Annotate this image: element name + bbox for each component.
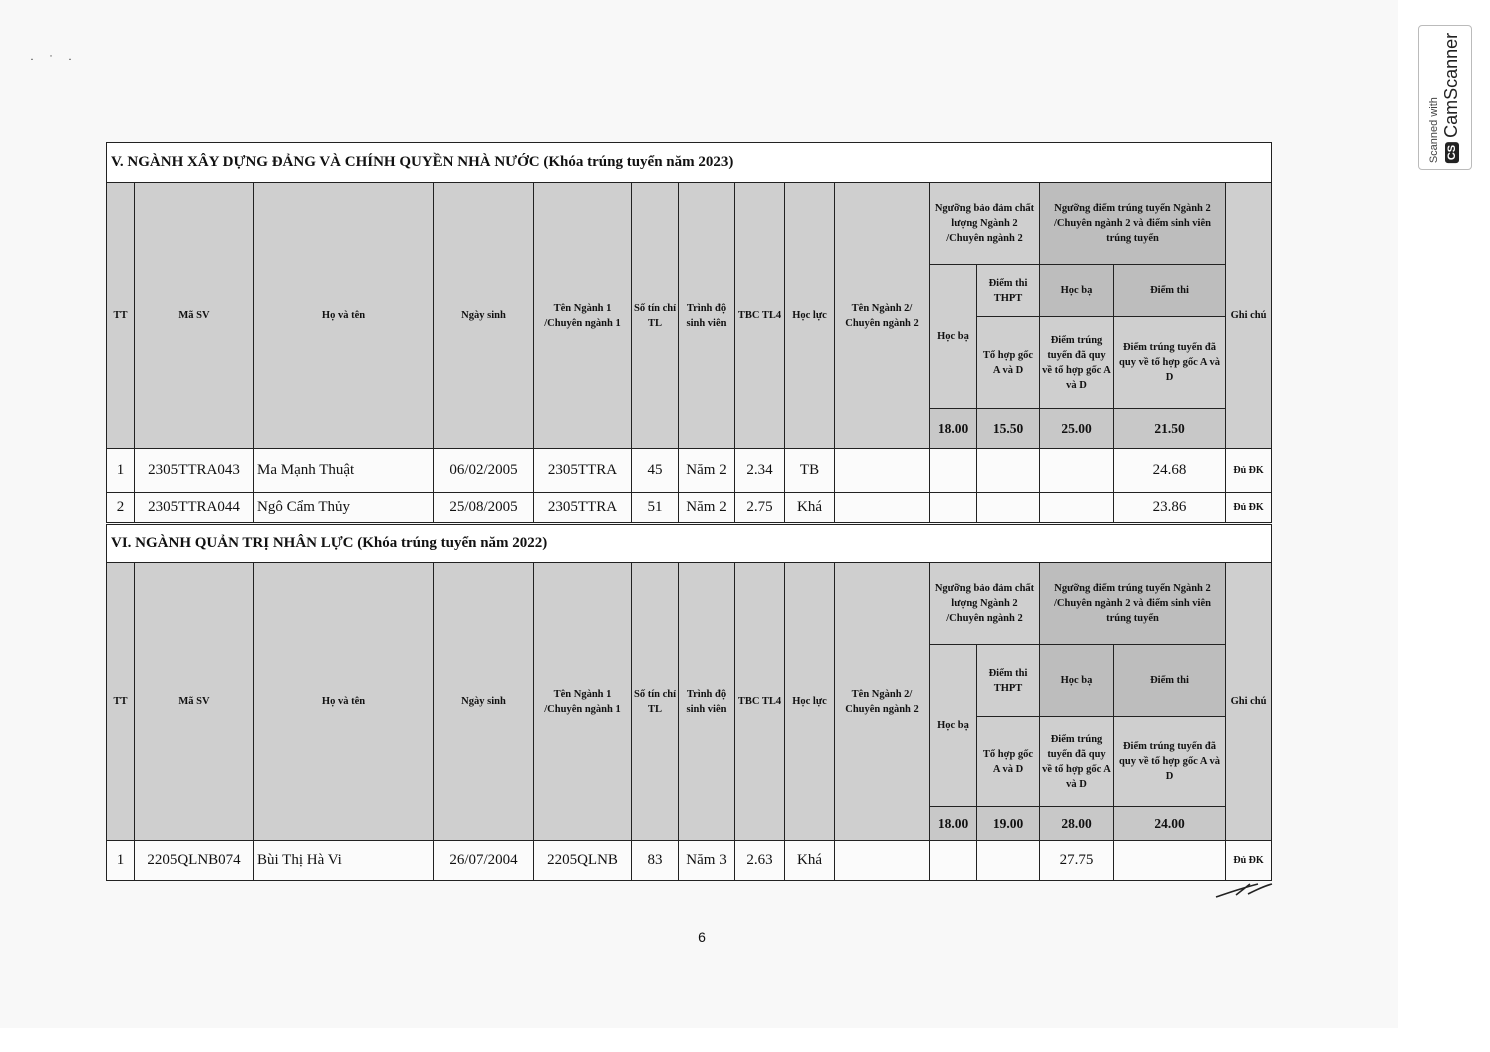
table-row: [107, 493, 1272, 523]
threshold-thpt: 15.50: [977, 409, 1040, 449]
cell-tt: 1: [107, 841, 135, 881]
to-hop-goc-header: Tổ hợp gốc A và D: [977, 317, 1040, 409]
section-v-title: V. NGÀNH XÂY DỰNG ĐẢNG VÀ CHÍNH QUYỀN NHÀ NƯỚC (Khóa trúng tuyển năm 2023): [107, 143, 1272, 183]
col-masv-header: Mã SV: [135, 183, 254, 449]
cell-thi-score: [1114, 841, 1226, 881]
col-tbc-header: TBC TL4: [735, 563, 785, 841]
camscanner-logo-icon: CS: [1445, 141, 1459, 162]
section-vi-title: VI. NGÀNH QUẢN TRỊ NHÂN LỰC (Khóa trúng tuyển năm 2022): [107, 525, 1272, 563]
cell-tt: 2: [107, 493, 135, 523]
cell-nb-thpt: [977, 493, 1040, 523]
cell-hoten: Bùi Thị Hà Vi: [254, 841, 434, 881]
cell-tbc: 2.75: [735, 493, 785, 523]
col-tt-header: TT: [107, 183, 135, 449]
camscanner-text: CamScanner: [1441, 32, 1461, 138]
cell-hoten: Ma Mạnh Thuật: [254, 449, 434, 493]
col-hoten-header: Họ và tên: [254, 183, 434, 449]
cell-thi-score: 23.86: [1114, 493, 1226, 523]
col-hocluc-header: Học lực: [785, 183, 835, 449]
diem-trung-tuyen-thi-header: Điểm trúng tuyển đã quy về tổ hợp gốc A và D: [1114, 317, 1226, 409]
cell-sotin: 83: [632, 841, 679, 881]
cell-ghichu: Đủ ĐK: [1226, 449, 1272, 493]
threshold-hocba: 18.00: [930, 807, 977, 841]
cell-masv: 2305TTRA043: [135, 449, 254, 493]
signature-initial: [1212, 878, 1274, 902]
scanned-with-label: Scanned with: [1428, 96, 1440, 163]
col-ghichu-header: Ghi chú: [1226, 183, 1272, 449]
threshold-thpt: 19.00: [977, 807, 1040, 841]
hocba2-header: Học bạ: [1040, 265, 1114, 317]
hocba2-header: Học bạ: [1040, 645, 1114, 717]
hocba-header: Học bạ: [930, 265, 977, 409]
col-tt-header: TT: [107, 563, 135, 841]
col-trinhdo-header: Trình độ sinh viên: [679, 183, 735, 449]
nguong-diem-header: Ngưỡng điểm trúng tuyển Ngành 2 /Chuyên ngành 2 và điểm sinh viên trúng tuyển: [1040, 563, 1226, 645]
cell-nganh2: [835, 493, 930, 523]
col-ghichu-header: Ghi chú: [1226, 563, 1272, 841]
cell-nb-hocba: [930, 449, 977, 493]
section-v-table: [106, 142, 1272, 523]
cell-trinhdo: Năm 2: [679, 449, 735, 493]
cell-sotin: 51: [632, 493, 679, 523]
col-sotin-header: Số tín chỉ TL: [632, 563, 679, 841]
diem-trung-tuyen-hocba-header: Điểm trúng tuyển đã quy về tổ hợp gốc A và D: [1040, 317, 1114, 409]
col-nganh2-header: Tên Ngành 2/ Chuyên ngành 2: [835, 183, 930, 449]
threshold-trung-tuyen-thi: 24.00: [1114, 807, 1226, 841]
cell-tbc: 2.63: [735, 841, 785, 881]
scan-specks: · ˙ ·: [30, 52, 78, 66]
cell-nb-thpt: [977, 841, 1040, 881]
page-number: 6: [698, 929, 706, 945]
col-nganh1-header: Tên Ngành 1 /Chuyên ngành 1: [534, 183, 632, 449]
cell-hocluc: Khá: [785, 493, 835, 523]
col-ngaysinh-header: Ngày sinh: [434, 183, 534, 449]
section-vi-table: [106, 524, 1272, 881]
diem-trung-tuyen-thi-header: Điểm trúng tuyển đã quy về tổ hợp gốc A và D: [1114, 717, 1226, 807]
col-trinhdo-header: Trình độ sinh viên: [679, 563, 735, 841]
cell-nganh1: 2305TTRA: [534, 493, 632, 523]
diem-trung-tuyen-hocba-header: Điểm trúng tuyển đã quy về tổ hợp gốc A và D: [1040, 717, 1114, 807]
cell-ngaysinh: 25/08/2005: [434, 493, 534, 523]
cell-tt: 1: [107, 449, 135, 493]
cell-hocba-score: [1040, 493, 1114, 523]
cell-nganh2: [835, 449, 930, 493]
cell-nb-thpt: [977, 449, 1040, 493]
cell-tbc: 2.34: [735, 449, 785, 493]
cell-ngaysinh: 26/07/2004: [434, 841, 534, 881]
camscanner-label: [1441, 32, 1462, 162]
col-ngaysinh-header: Ngày sinh: [434, 563, 534, 841]
cell-masv: 2305TTRA044: [135, 493, 254, 523]
camscanner-watermark: [1418, 25, 1472, 170]
col-masv-header: Mã SV: [135, 563, 254, 841]
threshold-trung-tuyen-hocba: 25.00: [1040, 409, 1114, 449]
col-sotin-header: Số tín chỉ TL: [632, 183, 679, 449]
cell-hocluc: TB: [785, 449, 835, 493]
diem-thi-thpt-header: Điểm thi THPT: [977, 645, 1040, 717]
cell-hocluc: Khá: [785, 841, 835, 881]
cell-nb-hocba: [930, 493, 977, 523]
threshold-trung-tuyen-hocba: 28.00: [1040, 807, 1114, 841]
cell-trinhdo: Năm 3: [679, 841, 735, 881]
table-row: [107, 449, 1272, 493]
hocba-header: Học bạ: [930, 645, 977, 807]
col-nganh2-header: Tên Ngành 2/ Chuyên ngành 2: [835, 563, 930, 841]
nguong-bao-dam-header: Ngưỡng bảo đảm chất lượng Ngành 2 /Chuyên ngành 2: [930, 183, 1040, 265]
cell-masv: 2205QLNB074: [135, 841, 254, 881]
cell-nganh1: 2305TTRA: [534, 449, 632, 493]
cell-ghichu: Đủ ĐK: [1226, 841, 1272, 881]
diem-thi-header: Điểm thi: [1114, 645, 1226, 717]
to-hop-goc-header: Tổ hợp gốc A và D: [977, 717, 1040, 807]
col-tbc-header: TBC TL4: [735, 183, 785, 449]
cell-ghichu: Đủ ĐK: [1226, 493, 1272, 523]
cell-hocba-score: 27.75: [1040, 841, 1114, 881]
cell-hoten: Ngô Cẩm Thủy: [254, 493, 434, 523]
nguong-diem-header: Ngưỡng điểm trúng tuyển Ngành 2 /Chuyên ngành 2 và điểm sinh viên trúng tuyển: [1040, 183, 1226, 265]
cell-hocba-score: [1040, 449, 1114, 493]
cell-ngaysinh: 06/02/2005: [434, 449, 534, 493]
nguong-bao-dam-header: Ngưỡng bảo đảm chất lượng Ngành 2 /Chuyên ngành 2: [930, 563, 1040, 645]
cell-trinhdo: Năm 2: [679, 493, 735, 523]
cell-nb-hocba: [930, 841, 977, 881]
threshold-hocba: 18.00: [930, 409, 977, 449]
diem-thi-header: Điểm thi: [1114, 265, 1226, 317]
cell-thi-score: 24.68: [1114, 449, 1226, 493]
col-nganh1-header: Tên Ngành 1 /Chuyên ngành 1: [534, 563, 632, 841]
table-row: [107, 841, 1272, 881]
cell-nganh2: [835, 841, 930, 881]
cell-nganh1: 2205QLNB: [534, 841, 632, 881]
diem-thi-thpt-header: Điểm thi THPT: [977, 265, 1040, 317]
col-hocluc-header: Học lực: [785, 563, 835, 841]
col-hoten-header: Họ và tên: [254, 563, 434, 841]
cell-sotin: 45: [632, 449, 679, 493]
threshold-trung-tuyen-thi: 21.50: [1114, 409, 1226, 449]
